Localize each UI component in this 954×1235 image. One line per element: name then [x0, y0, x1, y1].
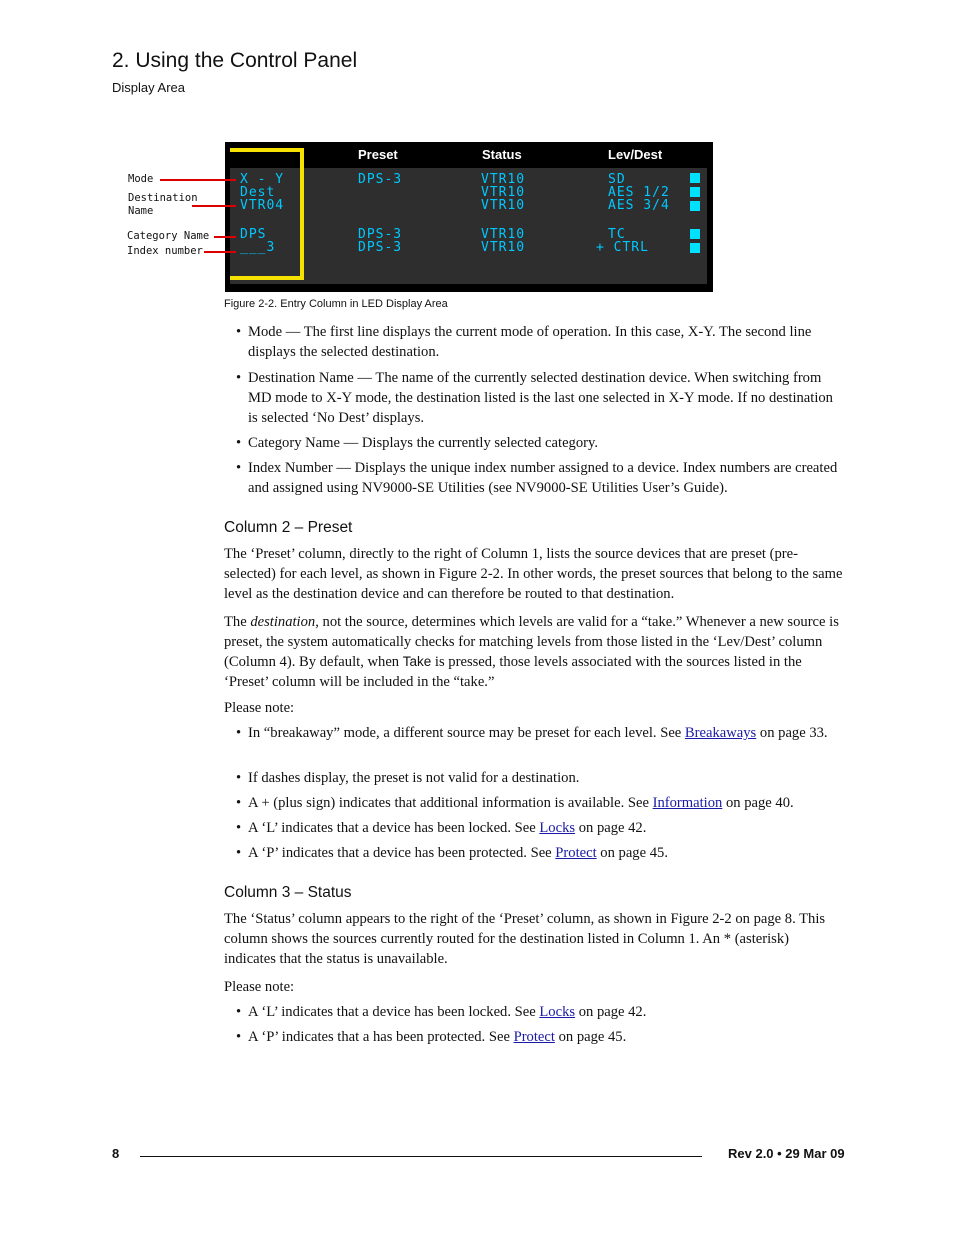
page-number: 8: [112, 1146, 120, 1161]
callout-mode-line: [160, 179, 236, 181]
link-information[interactable]: Information: [652, 795, 723, 811]
callout-category-line: [214, 236, 236, 238]
entry-column-highlight: [230, 148, 304, 280]
led-status-1: VTR10: [481, 172, 526, 187]
level-indicator-square: [690, 201, 700, 211]
list-item: • A ‘P’ indicates that a device has been protected. See Protect on page 45.: [236, 845, 668, 861]
text: , not the source, determines which levels are valid for a “take.” Whenever a new source is preset, the system automatically checks for matching levels from those listed in the ‘Lev/Dest’ column (Column 4). By default, when: [224, 614, 839, 670]
please-note: Please note:: [224, 979, 295, 995]
level-indicator-square: [690, 173, 700, 183]
callout-mode: Mode: [128, 173, 154, 185]
text: is pressed, those levels associated with the sources listed in the ‘Preset’ column will be included in the “take.”: [224, 654, 802, 690]
led-level-3: AES 3/4: [608, 198, 670, 213]
list-item: • A ‘P’ indicates that a has been protected. See Protect on page 45.: [236, 1029, 627, 1045]
bullet-text: The name of the currently selected destination device. When switching from MD mode to X-Y mode, the destination listed is the last one selected in X-Y mode. If no destination is selected ‘No Dest’ displays.: [248, 370, 833, 426]
page-title: 2. Using the Control Panel: [112, 49, 358, 72]
text: on page 42.: [575, 820, 647, 836]
callout-index-line: [204, 251, 236, 253]
header-preset: Preset: [358, 147, 398, 162]
link-locks[interactable]: Locks: [539, 1004, 576, 1020]
paragraph: The ‘Preset’ column, directly to the right of Column 1, lists the source devices that are preset (pre-selected) for each level, as shown in Figure 2-2. In other words, the preset sources that belong to the same level as the destination device and can therefore be routed to that destination.: [224, 546, 843, 602]
link-protect[interactable]: Protect: [513, 1029, 555, 1045]
header-status: Status: [482, 147, 522, 162]
text: on page 33.: [756, 725, 828, 741]
list-item: • A + (plus sign) indicates that additional information is available. See Information on page 40.: [236, 795, 794, 811]
paragraph: The ‘Status’ column appears to the right of the ‘Preset’ column, as shown in Figure 2-2 on page 8. This column shows the sources currently routed for the destination listed in Column 1. An * (asterisk) indicates that the status is unavailable.: [224, 911, 826, 967]
text: If dashes display, the preset is not valid for a destination.: [248, 770, 580, 786]
bullet-term: Category Name: [248, 435, 340, 451]
text: A + (plus sign) indicates that additional information is available. See: [248, 795, 653, 811]
bullet-text: Displays the currently selected category.: [361, 435, 598, 451]
bullet-text: Displays the unique index number assigned to a device. Index numbers are created and assigned using NV9000-SE Utilities (see NV9000-SE Utilities User’s Guide).: [248, 460, 838, 496]
led-status-2: VTR10: [481, 185, 526, 200]
please-note: Please note:: [224, 700, 295, 716]
figure-caption: Figure 2-2. Entry Column in LED Display Area: [224, 298, 448, 310]
text: A ‘L’ indicates that a device has been locked. See: [248, 820, 540, 836]
link-breakaways[interactable]: Breakaways: [684, 725, 757, 741]
text: In “breakaway” mode, a different source may be preset for each level. See: [248, 725, 685, 741]
led-preset-1: DPS-3: [358, 172, 403, 187]
bullet-term: Destination Name: [248, 370, 354, 386]
level-indicator-square: [690, 229, 700, 239]
led-category: DPS: [240, 227, 267, 242]
callout-category-name: Category Name: [127, 230, 210, 242]
take-term: Take: [402, 654, 432, 669]
led-preset-3: DPS-3: [358, 240, 403, 255]
text: A ‘P’ indicates that a has been protected. See: [248, 1029, 514, 1045]
callout-destination-line: [192, 205, 236, 207]
list-item: • Mode — The first line displays the current mode of operation. In this case, X-Y. The second line displays the selected destination.: [236, 324, 812, 360]
bullet-text: The first line displays the current mode of operation. In this case, X-Y. The second line displays the selected destination.: [248, 324, 812, 360]
led-dest-name: VTR04: [240, 198, 285, 213]
led-level-5: + CTRL: [596, 240, 649, 255]
text: The: [224, 614, 251, 630]
text: on page 45.: [596, 845, 668, 861]
led-preset-2: DPS-3: [358, 227, 403, 242]
led-status-4: VTR10: [481, 227, 526, 242]
text: A ‘P’ indicates that a device has been protected. See: [248, 845, 556, 861]
list-item: • A ‘L’ indicates that a device has been locked. See Locks on page 42.: [236, 1004, 647, 1020]
led-index: ___3: [240, 240, 276, 255]
section-subtitle: Display Area: [112, 80, 185, 95]
text: on page 45.: [554, 1029, 627, 1045]
text: on page 42.: [575, 1004, 647, 1020]
level-indicator-square: [690, 187, 700, 197]
header-levdest: Lev/Dest: [608, 147, 663, 162]
section-heading-column-3: Column 3 – Status: [224, 884, 352, 901]
link-protect[interactable]: Protect: [555, 845, 597, 861]
led-status-3: VTR10: [481, 198, 526, 213]
list-item: • If dashes display, the preset is not valid for a destination.: [236, 770, 580, 786]
footer-rule: [140, 1156, 702, 1157]
list-item: • Index Number — Displays the unique index number assigned to a device. Index numbers are created and assigned using NV9000-SE Utilities (see NV9000-SE Utilities User’s Guide).: [236, 460, 838, 496]
callout-index-number: Index number: [127, 245, 203, 257]
list-item: • In “breakaway” mode, a different source may be preset for each level. See Breakaways on page 33.: [236, 725, 828, 741]
link-locks[interactable]: Locks: [539, 820, 576, 836]
paragraph: [224, 612, 844, 692]
bullet-term: Index Number: [248, 460, 333, 476]
list-item: • Category Name — Displays the currently selected category.: [236, 435, 598, 451]
emphasis: destination: [250, 614, 316, 630]
list-item: • A ‘L’ indicates that a device has been locked. See Locks on page 42.: [236, 820, 647, 836]
level-indicator-square: [690, 243, 700, 253]
led-dest: Dest: [240, 185, 276, 200]
led-status-5: VTR10: [481, 240, 526, 255]
text: on page 40.: [722, 795, 794, 811]
revision-date: Rev 2.0 • 29 Mar 09: [728, 1146, 845, 1161]
list-item: • Destination Name — The name of the currently selected destination device. When switching from MD mode to X-Y mode, the destination listed is the last one selected in X-Y mode. If no destination is selected ‘No Dest’ displays.: [236, 370, 833, 426]
callout-destination-name: Destination Name: [128, 192, 198, 217]
led-level-1: SD: [608, 172, 626, 187]
section-heading-column-2: Column 2 – Preset: [224, 519, 353, 536]
led-level-2: AES 1/2: [608, 185, 670, 200]
bullet-term: Mode: [248, 324, 283, 340]
led-mode: X - Y: [240, 172, 285, 187]
led-level-4: TC: [608, 227, 626, 242]
text: A ‘L’ indicates that a device has been locked. See: [248, 1004, 540, 1020]
